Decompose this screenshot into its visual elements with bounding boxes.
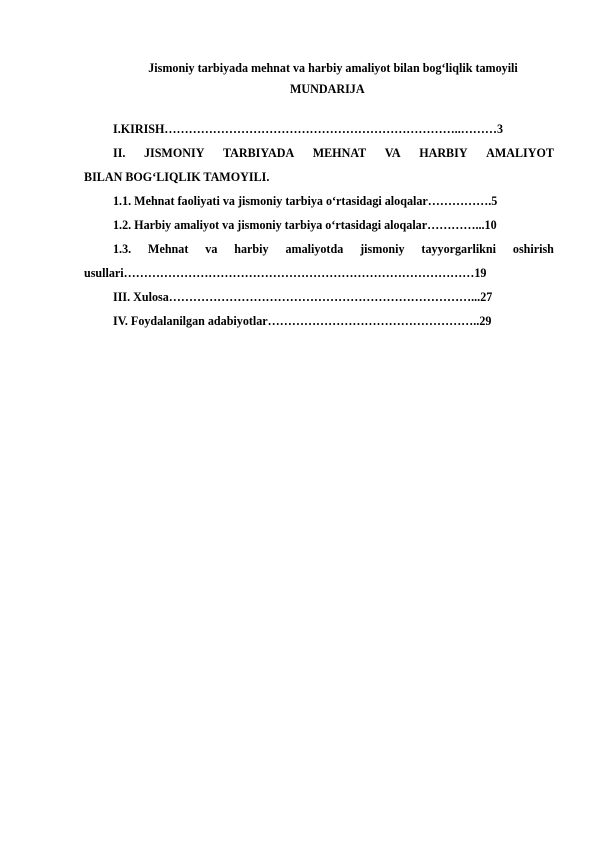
toc-entry-section-1-2: 1.2. Harbiy amaliyot va jismoniy tarbiya o‘rtasidagi aloqalar…………...10 <box>113 218 497 232</box>
toc-word: MEHNAT <box>312 146 367 160</box>
toc-word: AMALIYOT <box>486 146 554 160</box>
document-title: Jismoniy tarbiyada mehnat va harbiy amaliyot bilan bog‘liqlik tamoyili <box>148 61 518 75</box>
toc-word: oshirish <box>512 242 554 256</box>
toc-entry-section-1-3-line2: usullari……………………………………………………………………………19 <box>84 266 487 280</box>
toc-word: tayyorgarlikni <box>421 242 496 256</box>
toc-entry-section-1-3-line1 <box>113 242 554 257</box>
toc-entry-conclusion: III. Xulosa…………………………………………………………………...27 <box>113 290 493 304</box>
toc-heading: MUNDARIJA <box>290 82 365 96</box>
toc-entry-section-1-1: 1.1. Mehnat faoliyati va jismoniy tarbiya o‘rtasidagi aloqalar…………….5 <box>113 194 498 208</box>
toc-word: TARBIYADA <box>222 146 295 160</box>
toc-entry-intro: I.KIRISH………………………………………………………………..………3 <box>113 122 504 136</box>
toc-entry-references: IV. Foydalanilgan adabiyotlar……………………………………………..29 <box>113 314 492 328</box>
toc-entry-chapter2-line2: BILAN BOG‘LIQLIK TAMOYILI. <box>84 170 270 184</box>
toc-word: 1.3. <box>113 242 132 256</box>
toc-word: amaliyotda <box>285 242 344 256</box>
toc-word: harbiy <box>234 242 269 256</box>
toc-word: HARBIY <box>419 146 468 160</box>
toc-word: JISMONIY <box>143 146 205 160</box>
toc-word: va <box>205 242 218 256</box>
toc-entry-chapter2-line1 <box>113 146 554 161</box>
toc-word: jismoniy <box>360 242 405 256</box>
toc-word: Mehnat <box>148 242 189 256</box>
toc-word: VA <box>384 146 401 160</box>
toc-word: II. <box>113 146 126 160</box>
